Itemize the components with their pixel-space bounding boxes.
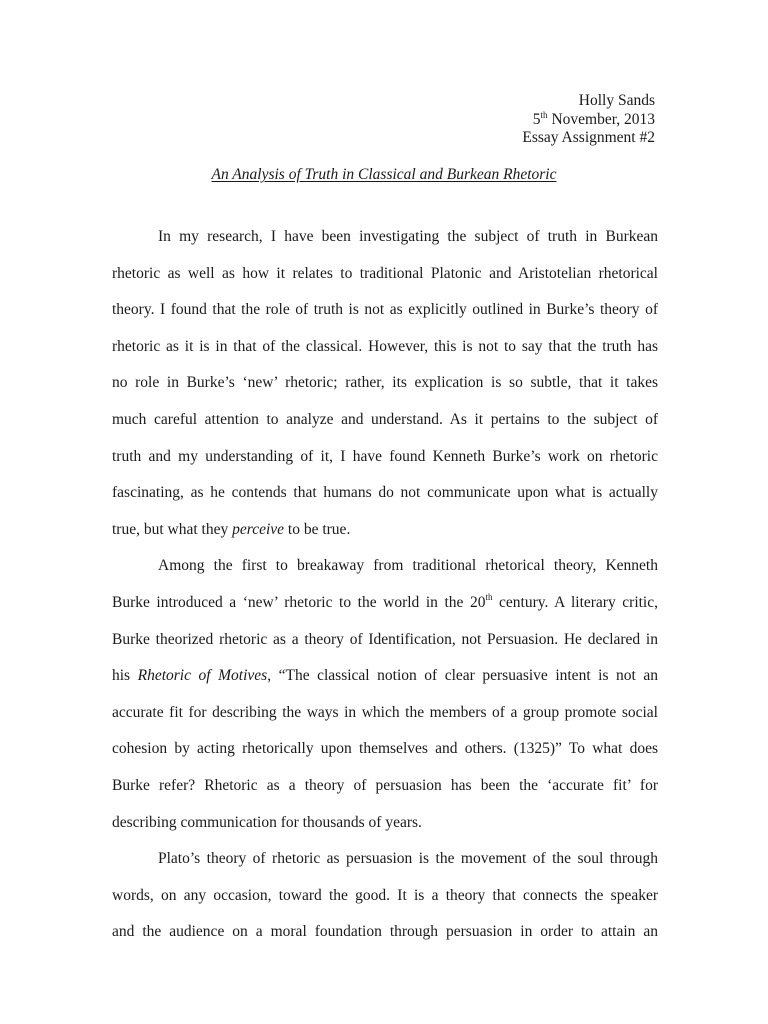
text-line: Burke refer? Rhetoric as a theory of persuasion has been the ‘accurate fit’ for xyxy=(112,776,658,794)
text-line xyxy=(112,658,658,695)
text-span: , “The classical notion of clear persuasive intent is not an xyxy=(267,667,658,685)
text-line: much careful attention to analyze and understand. As it pertains to the subject of xyxy=(112,410,658,428)
text-span: century. A literary critic, xyxy=(492,593,658,611)
book-title-rhetoric-of-motives: Rhetoric of Motives xyxy=(137,667,268,685)
text-line xyxy=(112,512,658,549)
superscript-th: th xyxy=(485,591,493,602)
text-line: accurate fit for describing the ways in which the members of a group promote social xyxy=(112,703,658,721)
essay-body xyxy=(112,219,658,951)
paragraph-3 xyxy=(112,841,658,951)
paragraph-1 xyxy=(112,219,658,548)
essay-title: An Analysis of Truth in Classical and Burkean Rhetoric xyxy=(211,166,557,183)
text-line: theory. I found that the role of truth is not as explicitly outlined in Burke’s theory of xyxy=(112,301,658,319)
author-name: Holly Sands xyxy=(578,92,655,109)
date-rest: November, 2013 xyxy=(547,110,655,128)
text-span: Burke introduced a ‘new’ rhetoric to the world in the 20 xyxy=(112,593,486,611)
text-line xyxy=(112,585,658,622)
text-span: his xyxy=(112,667,138,685)
text-line: Burke theorized rhetoric as a theory of Identification, not Persuasion. He declared in xyxy=(112,630,658,648)
text-line: rhetoric as it is in that of the classical. However, this is not to say that the truth has xyxy=(112,337,658,355)
date-suffix: th xyxy=(540,109,548,120)
text-line: describing communication for thousands of years. xyxy=(112,813,422,831)
date-day: 5 xyxy=(532,110,541,128)
text-line: no role in Burke’s ‘new’ rhetoric; rather, its explication is so subtle, that it takes xyxy=(112,374,658,392)
text-span: true, but what they xyxy=(112,520,233,538)
assignment-label: Essay Assignment #2 xyxy=(522,129,655,146)
emphasis-perceive: perceive xyxy=(232,520,285,538)
paragraph-2 xyxy=(112,548,658,841)
text-line: words, on any occasion, toward the good. It is a theory that connects the speaker xyxy=(112,886,658,904)
text-line: truth and my understanding of it, I have found Kenneth Burke’s work on rhetoric xyxy=(112,447,658,465)
text-line: Among the first to breakaway from traditional rhetorical theory, Kenneth xyxy=(158,557,658,575)
text-line: fascinating, as he contends that humans do not communicate upon what is actually xyxy=(112,484,658,502)
essay-header xyxy=(522,92,655,148)
text-line: cohesion by acting rhetorically upon themselves and others. (1325)” To what does xyxy=(112,740,658,758)
essay-date xyxy=(522,111,655,130)
text-line: rhetoric as well as how it relates to traditional Platonic and Aristotelian rhetorical xyxy=(112,264,658,282)
text-line: In my research, I have been investigating the subject of truth in Burkean xyxy=(158,228,658,245)
text-span: to be true. xyxy=(284,520,351,538)
text-line: Plato’s theory of rhetoric as persuasion is the movement of the soul through xyxy=(158,850,658,868)
text-line: and the audience on a moral foundation through persuasion in order to attain an xyxy=(112,923,658,941)
